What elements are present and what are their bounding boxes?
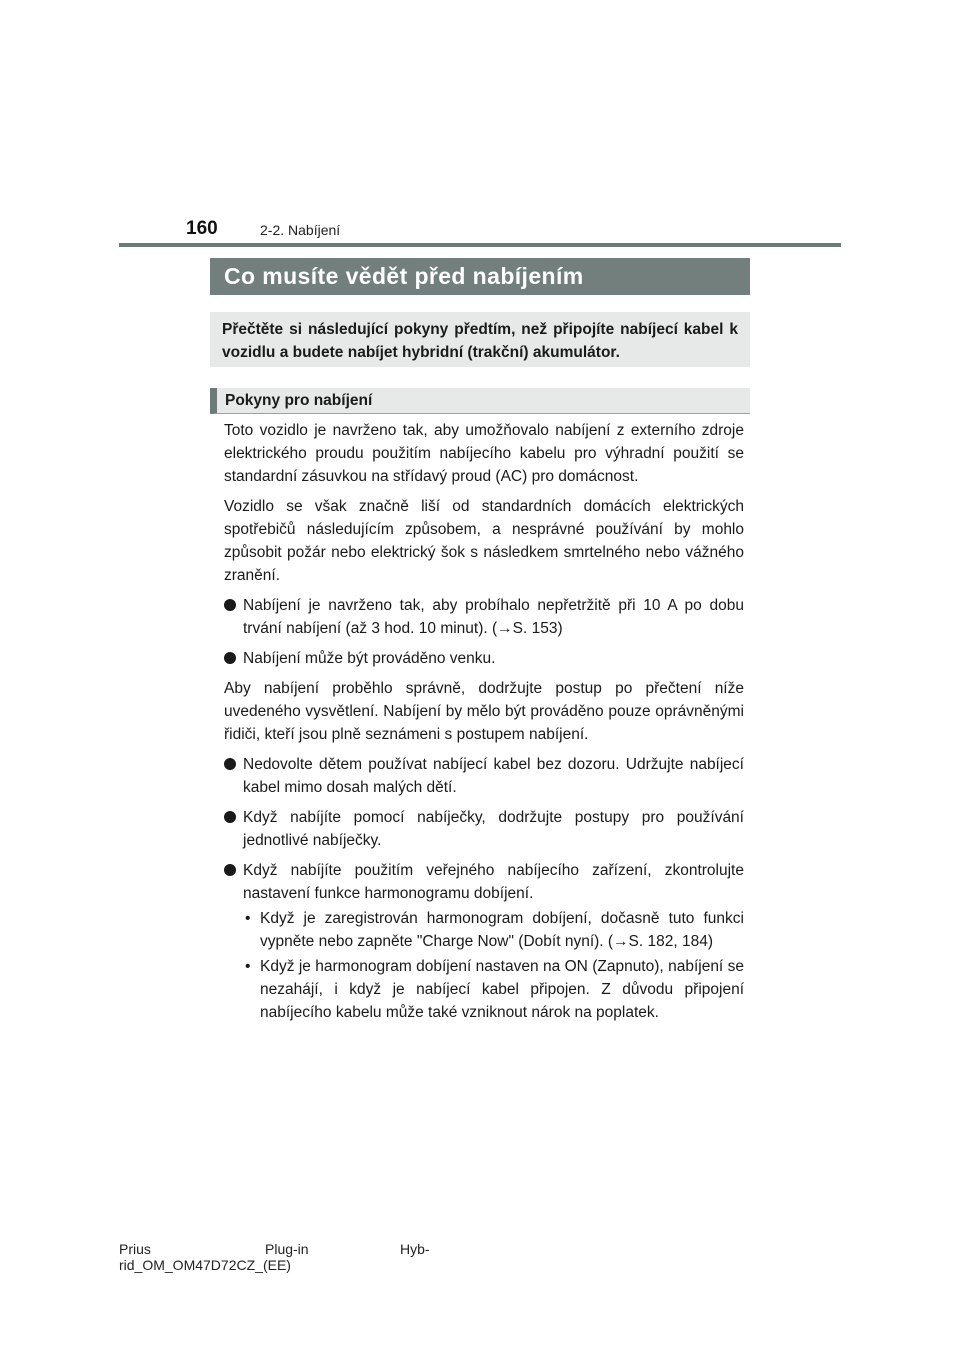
sub-bullet-text: Když je zaregistrován harmonogram dobíjení, dočasně tuto funkci vypněte nebo zapněte "Charge Now" (Dobít nyní). (→S. 182, 184) xyxy=(260,910,744,950)
bullet-icon xyxy=(224,811,236,823)
bullet-item xyxy=(224,594,744,640)
bullet-text: Když nabíjíte pomocí nabíječky, dodržujte postupy pro používání jednotlivé nabíječky. xyxy=(243,809,744,849)
intro-box: Přečtěte si následující pokyny předtím, než připojíte nabíjecí kabel k vozidlu a budete nabíjet hybridní (trakční) akumulátor. xyxy=(210,312,750,367)
sub-bullet-item xyxy=(224,955,744,1024)
sub-bullet-text: Když je harmonogram dobíjení nastaven na ON (Zapnuto), nabíjení se nezahájí, i když je nabíjecí kabel připojen. Z důvodu připojení nabíjecího kabelu může také vzniknout nárok na poplatek. xyxy=(260,958,744,1021)
bullet-item xyxy=(224,806,744,852)
section-reference: 2-2. Nabíjení xyxy=(260,222,341,238)
sub-bullet-item xyxy=(224,907,744,953)
bullet-icon xyxy=(224,599,236,611)
paragraph: Aby nabíjení proběhlo správně, dodržujte postup po přečtení níže uvedeného vysvětlení. Nabíjení by mělo být prováděno pouze oprávněnými řidiči, kteří jsou plně seznámeni s postupem nabíjení. xyxy=(224,680,744,743)
bullet-text: Nedovolte dětem používat nabíjecí kabel bez dozoru. Udržujte nabíjecí kabel mimo dosah malých dětí. xyxy=(243,756,744,796)
bullet-text: Nabíjení je navrženo tak, aby probíhalo nepřetržitě při 10 A po dobu trvání nabíjení (až 3 hod. 10 minut). (→S. 153) xyxy=(243,597,744,637)
bullet-icon xyxy=(224,758,236,770)
sub-bullet-marker: • xyxy=(245,958,251,975)
paragraph: Toto vozidlo je navrženo tak, aby umožňovalo nabíjení z externího zdroje elektrického proudu použitím nabíjecího kabelu pro výhradní použití se standardní zásuvkou na střídavý proud (AC) pro domácnost. xyxy=(224,422,744,485)
bullet-text: Nabíjení může být prováděno venku. xyxy=(243,650,496,667)
footer-type: Hyb- xyxy=(400,1241,430,1257)
bullet-item xyxy=(224,859,744,905)
footer-model: Prius xyxy=(119,1241,151,1257)
bullet-icon xyxy=(224,652,236,664)
title-banner xyxy=(210,258,750,295)
footer-doc-code: rid_OM_OM47D72CZ_(EE) xyxy=(119,1257,291,1273)
bullet-icon xyxy=(224,864,236,876)
page-title: Co musíte vědět před nabíjením xyxy=(224,263,584,289)
bullet-text: Když nabíjíte použitím veřejného nabíjecího zařízení, zkontrolujte nastavení funkce harmonogramu dobíjení. xyxy=(243,862,744,902)
header-divider xyxy=(119,243,841,247)
subheading xyxy=(210,388,750,414)
body-text xyxy=(224,419,744,1026)
bullet-item xyxy=(224,753,744,799)
paragraph: Vozidlo se však značně liší od standardních domácích elektrických spotřebičů následujícím způsobem, a nesprávné používání by mohlo způsobit požár nebo elektrický šok s následkem smrtelného nebo vážného zranění. xyxy=(224,498,744,584)
sub-bullet-marker: • xyxy=(245,910,251,927)
footer xyxy=(119,1241,430,1273)
bullet-item xyxy=(224,647,744,670)
page-number: 160 xyxy=(186,218,218,239)
footer-variant: Plug-in xyxy=(265,1241,309,1257)
subheading-text: Pokyny pro nabíjení xyxy=(225,391,373,409)
